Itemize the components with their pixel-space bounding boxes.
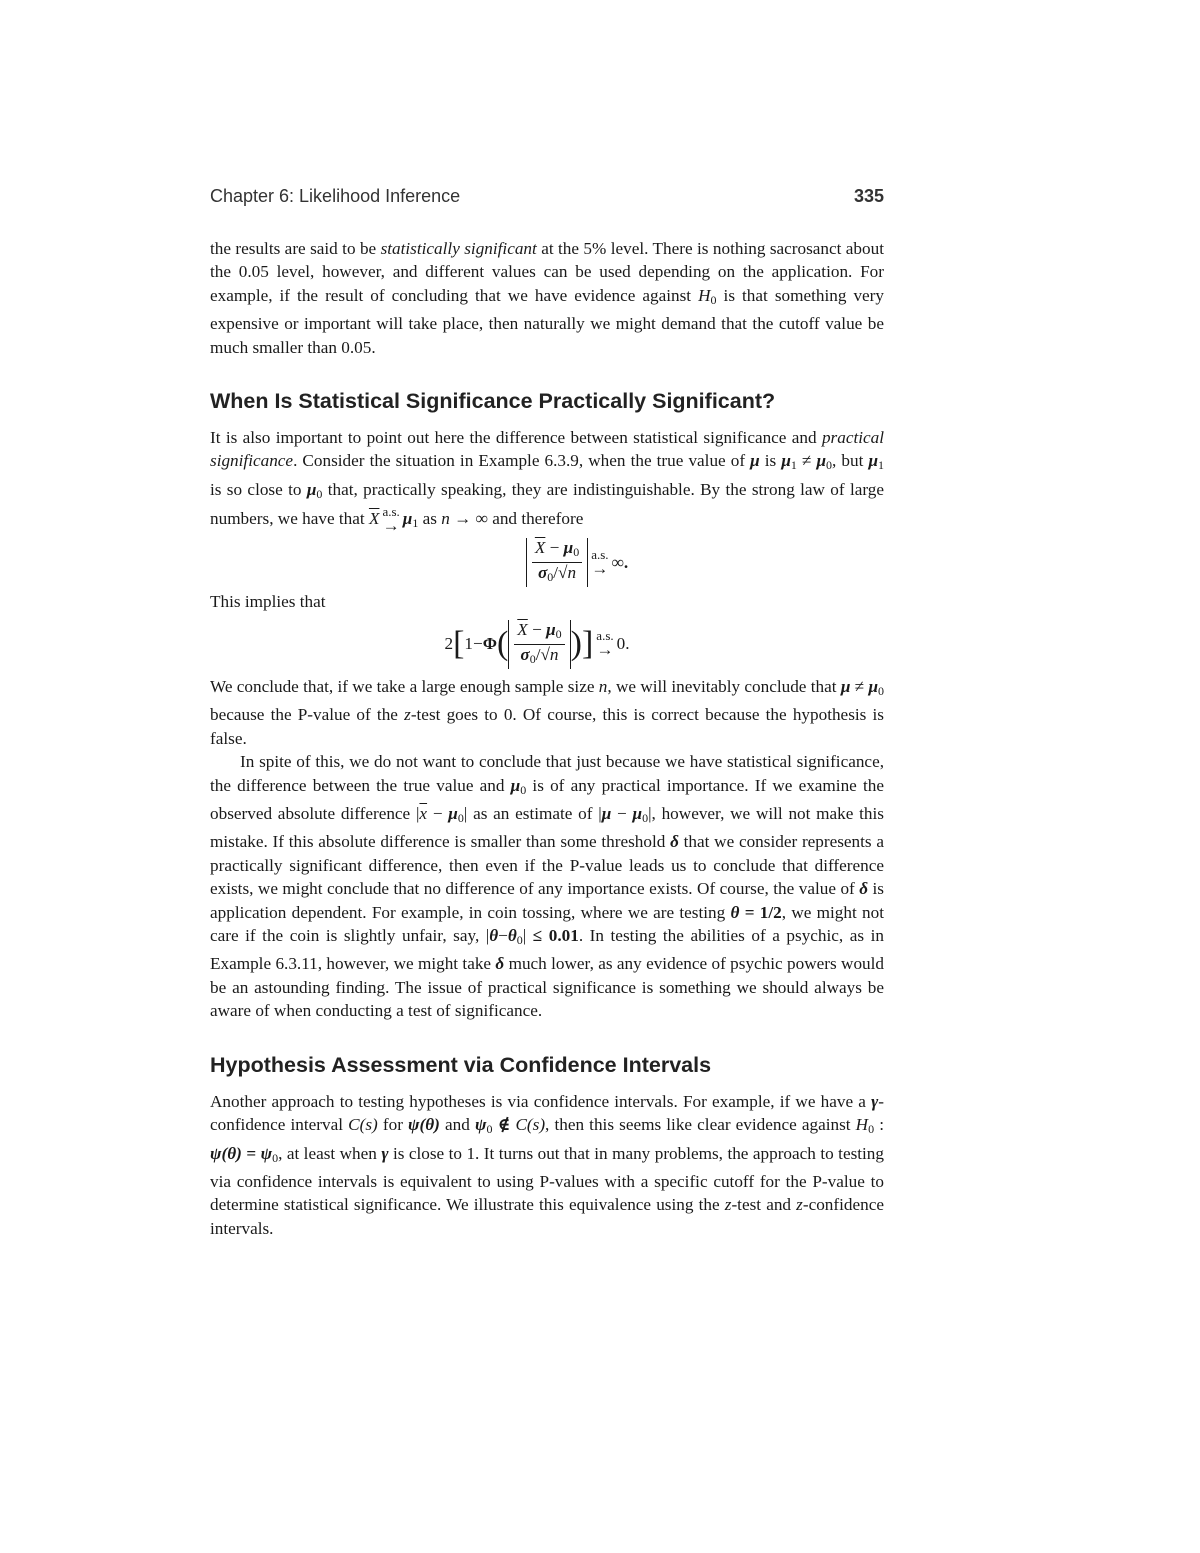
page	[210, 186, 884, 1240]
paragraph-practical-importance: In spite of this, we do not want to conclude that just because we have statistical significance, the difference between the true value and $\mu_0$ is of any practical importance. If we examine the observed absolute difference $|\overline{x} - \mu_0|$ as an estimate of $|\mu - \mu_0|$, however, we will not make this mistake. If this absolute difference is smaller than some threshold δ that we consider represents a practically significant difference, then even if the P-value leads us to conclude that difference exists, we might conclude that no difference of any importance exists. Of course, the value of δ is application dependent. For example, in coin tossing, where we are testing θ = 1/2, we might not care if the coin is slightly unfair, say, $|\theta-\theta_0| \le 0.01$. In testing the abilities of a psychic, as in Example 6.3.11, however, we might take δ much lower, as any evidence of psychic powers would be an astounding finding. The issue of practical significance is something we should always be aware of when conducting a test of significance.	[210, 752, 885, 1021]
paragraph-practical-significance: It is also important to point out here the difference between statistical significance and practical significance. Consider the situation in Example 6.3.9, when the true value of μ is $\mu_1 \ne \mu_0$, but $\mu_1$ is so close to $\mu_0$ that, practically speaking, they are indistinguishable. By the strong law of large numbers, we have that $\overline{X}$ a.s. → $\mu_1$ as n → ∞ and therefore	[210, 428, 885, 536]
paragraph-confidence-intervals: Another approach to testing hypotheses is via confidence intervals. For example, if we have a γ-confidence interval C(s) for ψ(θ) and $\psi_0$ ∉ C(s), then this seems like clear evidence against $H_0$ : $\psi(\theta) = \psi_0$, at least when γ is close to 1. It turns out that in many problems, the approach to testing via confidence intervals is equivalent to using P-values with a specific cutoff for the P-value to determine statistical significance. We illustrate this equivalence using the z-test and z-confidence intervals.	[210, 1091, 884, 1238]
equation-pvalue-limit: 2 [ 1 − Φ ( $\frac{\overline{X} - \mu_0}{\sigma_0/√n}$ ) ] a.s. → 0.	[190, 615, 884, 673]
equation-limit: $\frac{\overline{X} - \mu_0}{\sigma_0/√n}$ a.s. → ∞.	[210, 538, 884, 588]
paragraph-intro: the results are said to be statistically significant at the 5% level. There is nothing sacrosanct about the 0.05 level, however, and different values can be used depending on the application. For example, if the result of concluding that we have evidence against $H_0$ is that something very expensive or important will take place, then naturally we might demand that the cutoff value be much smaller than 0.05.	[210, 239, 884, 357]
page-number: 335	[853, 186, 884, 206]
paragraph-conclusion: We conclude that, if we take a large enough sample size n, we will inevitably conclude that $\mu \ne \mu_0$ because the P-value of the z-test goes to 0. Of course, this is correct because the hypothesis is false.	[210, 677, 884, 748]
section-heading-practical-significance: When Is Statistical Significance Practically Significant?	[210, 389, 776, 414]
running-header	[210, 186, 884, 207]
chapter-title: Chapter 6: Likelihood Inference	[210, 186, 461, 206]
paragraph-implies: This implies that	[210, 591, 326, 611]
section-heading-confidence-intervals: Hypothesis Assessment via Confidence Intervals	[210, 1052, 712, 1077]
